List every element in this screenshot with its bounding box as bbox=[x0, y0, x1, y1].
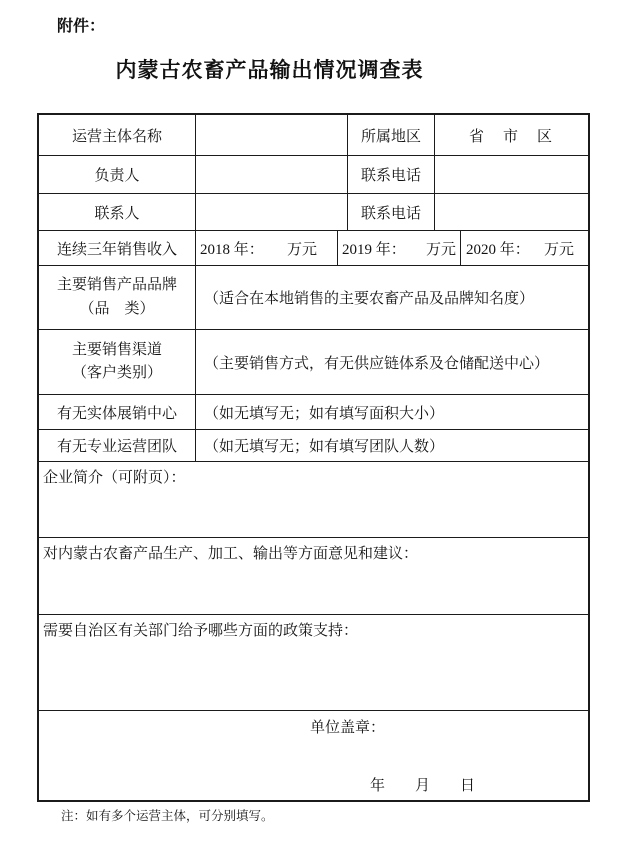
manager-label: 负责人 bbox=[94, 168, 140, 184]
table-row bbox=[39, 230, 588, 265]
table-row bbox=[39, 394, 588, 429]
team-field[interactable] bbox=[195, 430, 588, 461]
company-profile-label: 企业简介（可附页）： bbox=[43, 470, 186, 486]
contact-field[interactable] bbox=[195, 194, 347, 230]
phone-field-2[interactable] bbox=[434, 194, 588, 230]
attachment-label: 附件： bbox=[57, 18, 106, 35]
table-row bbox=[39, 329, 588, 394]
channel-hint: （主要销售方式，有无供应链体系及仓储配送中心） bbox=[204, 355, 550, 372]
region-field[interactable]: 省 市 区 bbox=[434, 115, 588, 155]
brand-label bbox=[39, 266, 195, 329]
revenue-2020-field[interactable] bbox=[460, 231, 588, 265]
table-row bbox=[39, 193, 588, 230]
channel-label bbox=[39, 330, 195, 394]
phone-field-1[interactable] bbox=[434, 156, 588, 193]
table-row bbox=[39, 710, 588, 800]
channel-label-line2: （客户类别） bbox=[71, 365, 162, 381]
table-row bbox=[39, 537, 588, 614]
revenue-2018-field[interactable] bbox=[195, 231, 337, 265]
page-title: 内蒙古农畜产品输出情况调查表 bbox=[115, 59, 424, 82]
table-row bbox=[39, 429, 588, 461]
revenue-2019-field[interactable] bbox=[337, 231, 460, 265]
unit-label: 万元 bbox=[543, 241, 574, 258]
year-2020-label: 2020 年： bbox=[466, 241, 530, 258]
phone-label-2: 联系电话 bbox=[347, 194, 434, 230]
brand-label-line2: （品 类） bbox=[79, 300, 155, 317]
unit-label: 万元 bbox=[425, 241, 456, 258]
suggestion-field[interactable] bbox=[39, 538, 588, 614]
brand-hint: （适合在本地销售的主要农畜产品及品牌知名度） bbox=[204, 291, 535, 307]
table-row bbox=[39, 265, 588, 329]
table-row bbox=[39, 115, 588, 155]
team-hint: （如无填写无；如有填写团队人数） bbox=[204, 439, 445, 455]
company-profile-field[interactable] bbox=[39, 462, 588, 537]
showroom-label: 有无实体展销中心 bbox=[56, 405, 177, 422]
manager-field[interactable] bbox=[195, 156, 347, 193]
showroom-field[interactable] bbox=[195, 395, 588, 429]
table-row bbox=[39, 155, 588, 193]
stamp-label: 单位盖章： bbox=[310, 720, 386, 736]
policy-support-field[interactable] bbox=[39, 615, 588, 710]
brand-field[interactable] bbox=[195, 266, 588, 329]
year-2018-label: 2018 年： bbox=[200, 241, 264, 258]
operator-name-field[interactable] bbox=[195, 115, 347, 155]
team-label: 有无专业运营团队 bbox=[56, 439, 177, 455]
footnote: 注：如有多个运营主体，可分别填写。 bbox=[61, 809, 274, 823]
contact-label: 联系人 bbox=[94, 205, 140, 222]
survey-table bbox=[37, 113, 590, 802]
revenue-label: 连续三年销售收入 bbox=[56, 241, 177, 258]
channel-label-line1: 主要销售渠道 bbox=[71, 341, 162, 358]
table-row bbox=[39, 461, 588, 537]
region-label: 所属地区 bbox=[347, 115, 434, 155]
brand-label-line1: 主要销售产品品牌 bbox=[56, 277, 177, 294]
table-row bbox=[39, 614, 588, 710]
date-label: 年 月 日 bbox=[370, 778, 476, 794]
channel-field[interactable] bbox=[195, 330, 588, 394]
phone-label-1: 联系电话 bbox=[347, 156, 434, 193]
stamp-field[interactable] bbox=[39, 711, 588, 800]
operator-name-label: 运营主体名称 bbox=[71, 128, 162, 145]
year-2019-label: 2019 年： bbox=[342, 241, 406, 258]
showroom-hint: （如无填写无；如有填写面积大小） bbox=[204, 405, 445, 422]
unit-label: 万元 bbox=[286, 241, 317, 258]
policy-support-label: 需要自治区有关部门给予哪些方面的政策支持： bbox=[43, 623, 359, 639]
suggestion-label: 对内蒙古农畜产品生产、加工、输出等方面意见和建议： bbox=[43, 546, 419, 562]
